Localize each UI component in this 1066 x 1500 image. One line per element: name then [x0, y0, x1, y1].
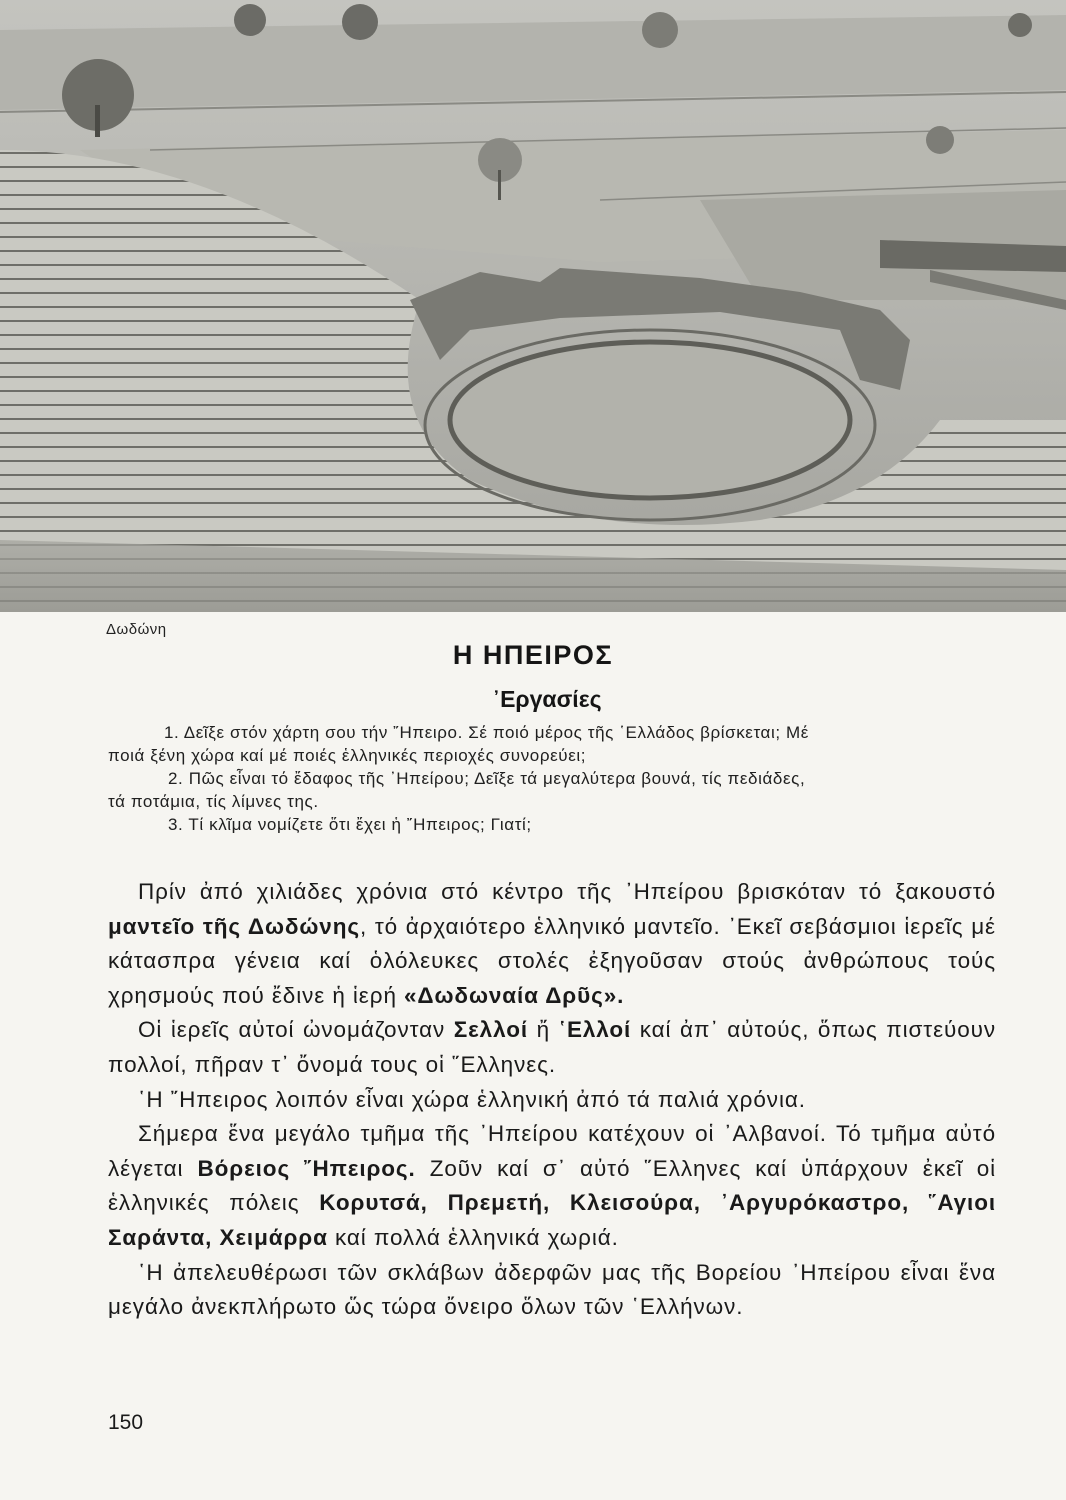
paragraph [108, 1117, 996, 1255]
bold-term: Βόρειος ῎Ηπειρος. [197, 1155, 416, 1181]
bold-term: ῾Ελλοί [558, 1017, 632, 1043]
text-run: καί ἀπ᾿ αὐτούς, ὅπως πιστεύουν πολλοί, πῆραν τ᾿ ὄνομά τους οἱ ῞Ελληνες. [108, 1017, 996, 1077]
text-run: Οἱ ἱερεῖς αὐτοί ὠνομάζονταν [138, 1017, 454, 1043]
exercise-text-line: Δεῖξε στόν χάρτη σου τήν ῎Ηπειρο. Σέ ποιό μέρος τῆς ῾Ελλάδος βρίσκεται; Μέ [183, 723, 809, 742]
text-run: ἤ [528, 1017, 559, 1043]
exercise-text-line: Πῶς εἶναι τό ἔδαφος τῆς ᾿Ηπείρου; Δεῖξε τά μεγαλύτερα βουνά, τίς πεδιάδες, [188, 769, 806, 788]
text-run: Σήμερα ἕνα μεγάλο τμῆμα τῆς ᾿Ηπείρου κατέχουν οἱ ᾿Αλβανοί. Τό τμῆμα αὐτό λέγεται [108, 1121, 996, 1181]
dodona-theatre-photo [0, 0, 1066, 612]
exercise-item [108, 767, 978, 813]
main-text [108, 875, 996, 1325]
theatre-illustration [0, 0, 1066, 612]
exercise-text-line: Τί κλῖμα νομίζετε ὅτι ἔχει ἡ ῎Ηπειρος; Γιατί; [188, 815, 532, 834]
text-run: καί πολλά ἑλληνικά χωριά. [327, 1224, 619, 1250]
exercise-text-line: ποιά ξένη χώρα καί μέ ποιές ἑλληνικές περιοχές συνορεύει; [108, 746, 587, 765]
paragraph [108, 1083, 996, 1118]
bold-term: «Δωδωναία Δρῦς». [404, 982, 625, 1008]
text-run: Πρίν ἀπό χιλιάδες χρόνια στό κέντρο τῆς ᾿Ηπείρου βρισκόταν τό ξακουστό [138, 879, 996, 904]
paragraph [108, 1256, 996, 1325]
text-run: ῾Η ἀπελευθέρωσι τῶν σκλάβων ἀδερφῶν μας τῆς Βορείου ᾿Ηπείρου εἶναι ἕνα μεγάλο ἀνεκπλήρωτο ὥς τώρα ὄνειρο ὅλων τῶν ῾Ελλήνων. [108, 1259, 996, 1320]
text-run: ῾Η ῎Ηπειρος λοιπόν εἶναι χώρα ἑλληνική ἀπό τά παλιά χρόνια. [138, 1086, 806, 1112]
exercise-text-line: τά ποτάμια, τίς λίμνες της. [108, 792, 319, 811]
exercise-number: 1. [164, 723, 180, 742]
paragraph [108, 875, 996, 1013]
text-run: , τό ἀρχαιότερο ἑλληνικό μαντεῖο. ᾿Εκεῖ σεβάσμιοι ἱερεῖς μέ κάτασπρα γένεια καί ὁλόλευκες στολές ἐξηγοῦσαν στούς ἀνθρώπους τούς χρησμούς πού ἔδινε ἡ ἱερή [108, 913, 996, 1008]
exercises-heading: ᾿Εργασίες [492, 686, 602, 712]
photo-caption: Δωδώνη [106, 621, 167, 638]
paragraph [108, 1013, 996, 1082]
exercise-item [108, 813, 978, 836]
bold-term: Κορυτσά, Πρεμετή, Κλεισούρα, ᾿Αργυρόκαστρο, ῞Αγιοι Σαράντα, Χειμάρρα [108, 1190, 996, 1250]
exercise-number: 2. [168, 769, 184, 788]
exercise-item [108, 721, 978, 767]
exercises-section [108, 686, 978, 856]
exercise-number: 3. [168, 815, 184, 834]
page-number: 150 [108, 1411, 144, 1434]
page-title: Η ΗΠΕΙΡΟΣ [452, 640, 614, 670]
bold-term: Σελλοί [453, 1017, 529, 1043]
text-run: Ζοῦν καί σ᾿ αὐτό ῞Ελληνες καί ὑπάρχουν ἐκεῖ οἱ ἑλληνικές πόλεις [108, 1155, 997, 1216]
bold-term: μαντεῖο τῆς Δωδώνης [108, 913, 360, 939]
